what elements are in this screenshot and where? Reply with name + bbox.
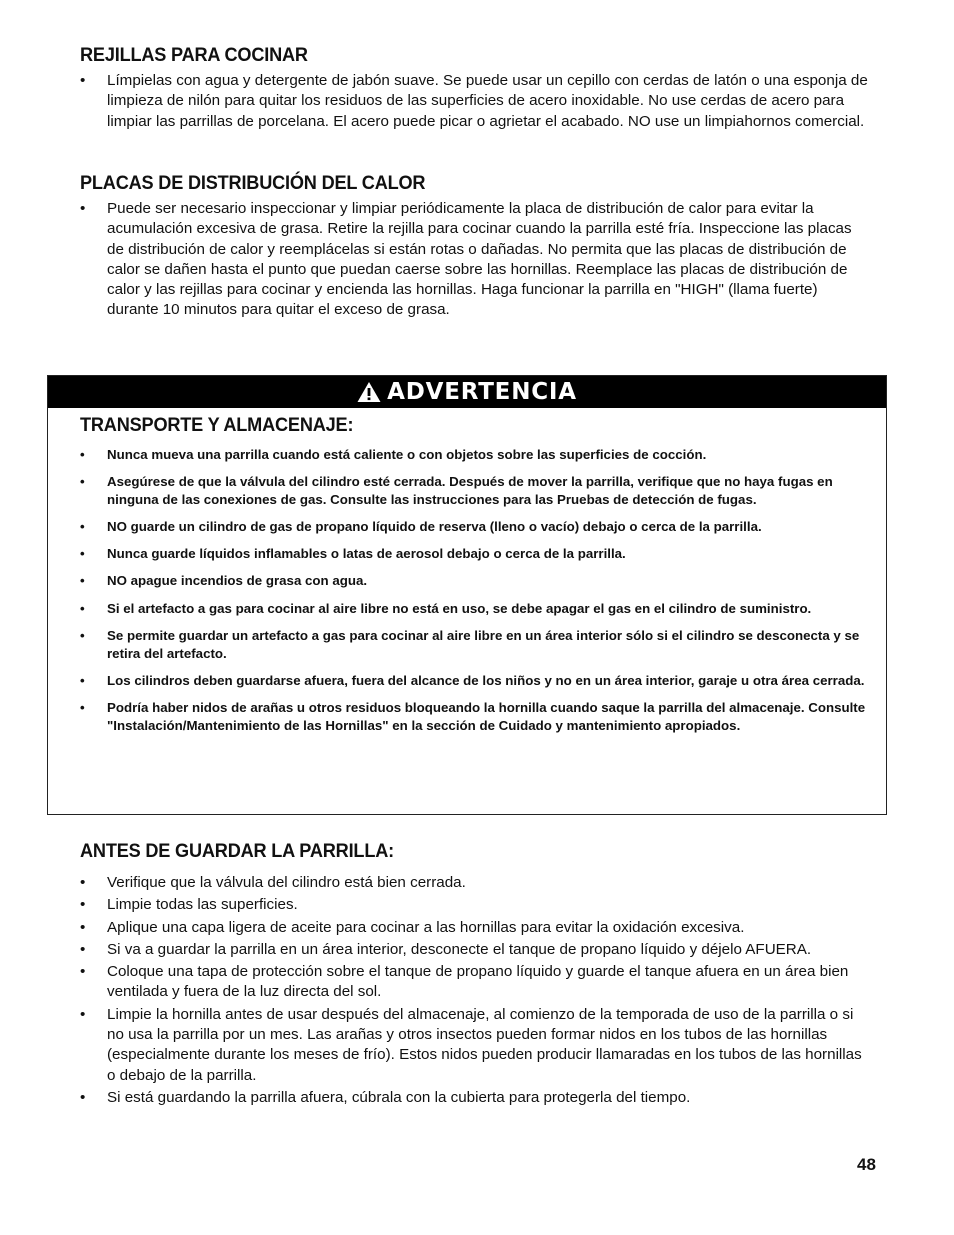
list-item: • Podría haber nidos de arañas u otros residuos bloqueando la hornilla cuando saque la parrilla del almacenaje. Consulte "Instalación/Mantenimiento de las Hornillas" en la sección de Cuidado y mantenimiento apropiados.	[80, 699, 870, 735]
warning-box	[47, 375, 887, 815]
section-title: TRANSPORTE Y ALMACENAJE:	[80, 414, 354, 436]
warning-banner-title: ADVERTENCIA	[387, 379, 577, 405]
list-item: • Si va a guardar la parrilla en un área interior, desconecte el tanque de propano líquido y déjelo AFUERA.	[80, 940, 870, 960]
section-title: REJILLAS PARA COCINAR	[80, 44, 308, 66]
bullet-list	[80, 71, 870, 132]
section-cooking-grates	[80, 44, 870, 132]
list-item: • Limpie la hornilla antes de usar después del almacenaje, al comienzo de la temporada de uso de la parrilla o si no usa la parrilla por un mes. Las arañas y otros insectos pueden formar nidos en los tubos de las hornillas (especialmente durante los meses de frío). Estos nidos pueden producir llamaradas en los tubos de las hornillas o debajo de la parrilla.	[80, 1005, 870, 1086]
list-item: • Si el artefacto a gas para cocinar al aire libre no está en uso, se debe apagar el gas en el cilindro de suministro.	[80, 600, 870, 618]
list-item: • Aplique una capa ligera de aceite para cocinar a las hornillas para evitar la oxidación excesiva.	[80, 918, 870, 938]
section-before-storing	[80, 840, 870, 1110]
bullet-list	[80, 873, 870, 1108]
section-title: PLACAS DE DISTRIBUCIÓN DEL CALOR	[80, 172, 426, 194]
list-item: • Asegúrese de que la válvula del cilindro esté cerrada. Después de mover la parrilla, verifique que no haya fugas en ninguna de las conexiones de gas. Consulte las instrucciones para las Pruebas de detección de fugas.	[80, 473, 870, 509]
list-item: • Se permite guardar un artefacto a gas para cocinar al aire libre en un área interior sólo si el cilindro se desconecta y se retira del artefacto.	[80, 627, 870, 663]
list-item: • Los cilindros deben guardarse afuera, fuera del alcance de los niños y no en un área interior, garaje u otra área cerrada.	[80, 672, 870, 690]
section-heat-distribution-plates	[80, 172, 870, 321]
list-item: • Nunca mueva una parrilla cuando está caliente o con objetos sobre las superficies de cocción.	[80, 446, 870, 464]
warning-content	[80, 414, 870, 744]
list-item: • Límpielas con agua y detergente de jabón suave. Se puede usar un cepillo con cerdas de latón o una esponja de limpieza de nilón para quitar los residuos de las superficies de acero inoxidable. No use cerdas de acero para limpiar las parrillas de porcelana. El acero puede picar o agrietar el acabado. NO use un limpiahornos comercial.	[80, 71, 870, 132]
list-item: • Verifique que la válvula del cilindro está bien cerrada.	[80, 873, 870, 893]
list-item: • Limpie todas las superficies.	[80, 895, 870, 915]
section-title: ANTES DE GUARDAR LA PARRILLA:	[80, 840, 394, 862]
list-item: • Si está guardando la parrilla afuera, cúbrala con la cubierta para protegerla del tiempo.	[80, 1088, 870, 1108]
list-item: • Nunca guarde líquidos inflamables o latas de aerosol debajo o cerca de la parrilla.	[80, 545, 870, 563]
list-item: • NO guarde un cilindro de gas de propano líquido de reserva (lleno o vacío) debajo o cerca de la parrilla.	[80, 518, 870, 536]
warning-list	[80, 446, 870, 735]
list-item: • NO apague incendios de grasa con agua.	[80, 572, 870, 590]
bullet-list	[80, 199, 870, 321]
page-number: 48	[857, 1155, 876, 1174]
warning-banner	[48, 376, 886, 408]
list-item: • Coloque una tapa de protección sobre el tanque de propano líquido y guarde el tanque afuera en un área bien ventilada y fuera de la luz directa del sol.	[80, 962, 870, 1003]
warning-triangle-icon	[357, 381, 381, 403]
list-item: • Puede ser necesario inspeccionar y limpiar periódicamente la placa de distribución de calor para evitar la acumulación excesiva de grasa. Retire la rejilla para cocinar cuando la parrilla esté fría. Inspeccione las placas de distribución de calor y reemplácelas si están rotas o dañadas. No permita que las placas de distribución de calor se dañen hasta el punto que puedan caerse sobre las hornillas. Reemplace las placas de distribución de calor y las rejillas para cocinar y encienda las hornillas. Haga funcionar la parrilla en "HIGH" (llama fuerte) durante 10 minutos para quitar el exceso de grasa.	[80, 199, 870, 321]
